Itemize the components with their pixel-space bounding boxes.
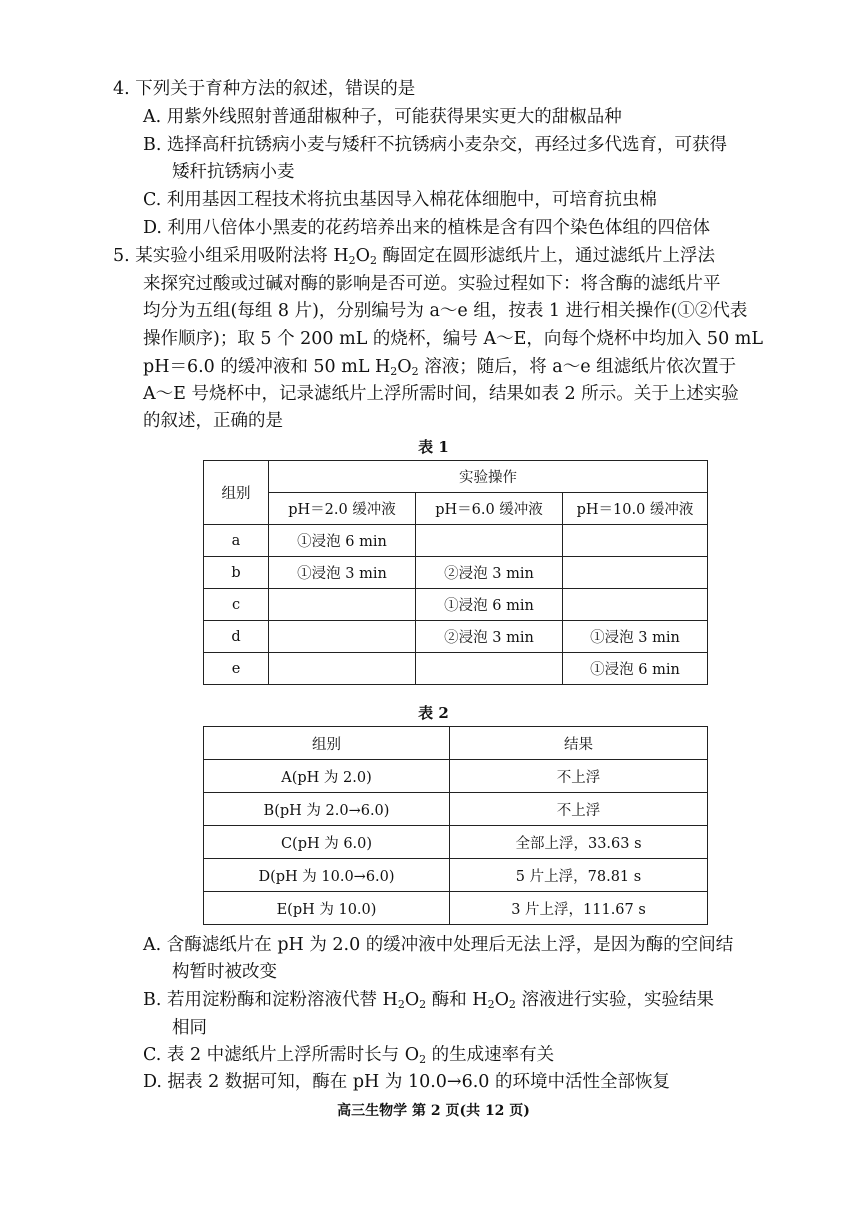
- q5-line-6: A～E 号烧杯中，记录滤纸片上浮所需时间，结果如表 2 所示。关于上述实验: [143, 384, 739, 404]
- table1-cell-group: b: [204, 557, 269, 589]
- table1-cell: [563, 589, 708, 621]
- q5-option-a-cont: 构暂时被改变: [172, 962, 277, 982]
- q5-option-d: D. 据表 2 数据可知，酶在 pH 为 10.0→6.0 的环境中活性全部恢复: [143, 1072, 670, 1092]
- q4-option-d: D. 利用八倍体小黑麦的花药培养出来的植株是含有四个染色体组的四倍体: [143, 218, 711, 238]
- table-row: [204, 760, 708, 793]
- table2-cell-result: 不上浮: [450, 760, 708, 793]
- table-row: [204, 557, 708, 589]
- q4-option-a: A. 用紫外线照射普通甜椒种子，可能获得果实更大的甜椒品种: [143, 107, 622, 127]
- table2-group-header: 组别: [204, 727, 450, 760]
- table2-result-header: 结果: [450, 727, 708, 760]
- table1-cell-group: a: [204, 525, 269, 557]
- table1-cell-group: e: [204, 653, 269, 685]
- table1-cell-group: c: [204, 589, 269, 621]
- table2-cell-result: 3 片上浮，111.67 s: [450, 892, 708, 925]
- table1-cell: [416, 653, 563, 685]
- table1-col-ph6: pH＝6.0 缓冲液: [416, 493, 563, 525]
- table1-cell: [563, 525, 708, 557]
- table2-cell-result: 5 片上浮，78.81 s: [450, 859, 708, 892]
- q5-line-1: 5. 某实验小组采用吸附法将 $H_2O_2$ 酶固定在圆形滤纸片上，通过滤纸片上浮法: [113, 246, 716, 267]
- q5-line-2: 来探究过酸或过碱对酶的影响是否可逆。实验过程如下：将含酶的滤纸片平: [143, 274, 721, 294]
- table1-cell: [416, 525, 563, 557]
- table-row: [204, 653, 708, 685]
- table2-cell-result: 不上浮: [450, 793, 708, 826]
- q4-option-c: C. 利用基因工程技术将抗虫基因导入棉花体细胞中，可培育抗虫棉: [143, 190, 657, 210]
- table1-cell: ②浸泡 3 min: [416, 557, 563, 589]
- q5-line-5: pH＝6.0 的缓冲液和 50 mL $H_2O_2$ 溶液；随后，将 a～e 组滤纸片依次置于: [143, 357, 737, 378]
- table2-cell-group: B(pH 为 2.0→6.0): [204, 793, 450, 826]
- table1-caption: 表 1: [418, 438, 449, 456]
- table-row: [204, 859, 708, 892]
- table-row: [204, 892, 708, 925]
- table1-cell: [269, 621, 416, 653]
- table1-group-header: 组别: [204, 461, 269, 525]
- q5-option-c: C. 表 2 中滤纸片上浮所需时长与 $O_2$ 的生成速率有关: [143, 1045, 555, 1066]
- q5-line-7: 的叙述，正确的是: [143, 411, 283, 431]
- table1-cell: ②浸泡 3 min: [416, 621, 563, 653]
- table1-cell: ①浸泡 3 min: [269, 557, 416, 589]
- q5-option-b-cont: 相同: [172, 1018, 207, 1038]
- table-2: [203, 726, 708, 925]
- table1-operation-header: 实验操作: [269, 461, 708, 493]
- table-row: [204, 826, 708, 859]
- q4-option-b: B. 选择高秆抗锈病小麦与矮秆不抗锈病小麦杂交，再经过多代选育，可获得: [143, 135, 727, 155]
- page-footer: 高三生物学 第 2 页(共 12 页): [337, 1103, 530, 1119]
- q5-option-b: B. 若用淀粉酶和淀粉溶液代替 $H_2O_2$ 酶和 $H_2O_2$ 溶液进行实验，实验结果: [143, 990, 714, 1011]
- table1-cell: [269, 653, 416, 685]
- table2-cell-group: E(pH 为 10.0): [204, 892, 450, 925]
- q4-stem: 4. 下列关于育种方法的叙述，错误的是: [113, 79, 416, 99]
- table2-cell-group: D(pH 为 10.0→6.0): [204, 859, 450, 892]
- table-row: [204, 525, 708, 557]
- table1-col-ph10: pH＝10.0 缓冲液: [563, 493, 708, 525]
- table1-cell: [563, 557, 708, 589]
- table-row: [204, 793, 708, 826]
- table1-cell: ①浸泡 3 min: [563, 621, 708, 653]
- q5-option-a: A. 含酶滤纸片在 pH 为 2.0 的缓冲液中处理后无法上浮，是因为酶的空间结: [143, 935, 734, 955]
- table1-cell: ①浸泡 6 min: [416, 589, 563, 621]
- table1-cell: ①浸泡 6 min: [563, 653, 708, 685]
- table1-col-ph2: pH＝2.0 缓冲液: [269, 493, 416, 525]
- table2-cell-group: A(pH 为 2.0): [204, 760, 450, 793]
- table2-cell-result: 全部上浮，33.63 s: [450, 826, 708, 859]
- table2-caption: 表 2: [418, 704, 449, 722]
- q5-line-3: 均分为五组(每组 8 片)，分别编号为 a～e 组，按表 1 进行相关操作(①②代表: [143, 301, 748, 321]
- table1-cell-group: d: [204, 621, 269, 653]
- table-1: [203, 460, 708, 685]
- table1-cell: [269, 589, 416, 621]
- q4-option-b-cont: 矮秆抗锈病小麦: [172, 162, 295, 182]
- table-row: [204, 621, 708, 653]
- table-row: [204, 589, 708, 621]
- table1-cell: ①浸泡 6 min: [269, 525, 416, 557]
- q5-line-4: 操作顺序)；取 5 个 200 mL 的烧杯，编号 A～E，向每个烧杯中均加入 50 mL: [143, 329, 763, 349]
- table2-cell-group: C(pH 为 6.0): [204, 826, 450, 859]
